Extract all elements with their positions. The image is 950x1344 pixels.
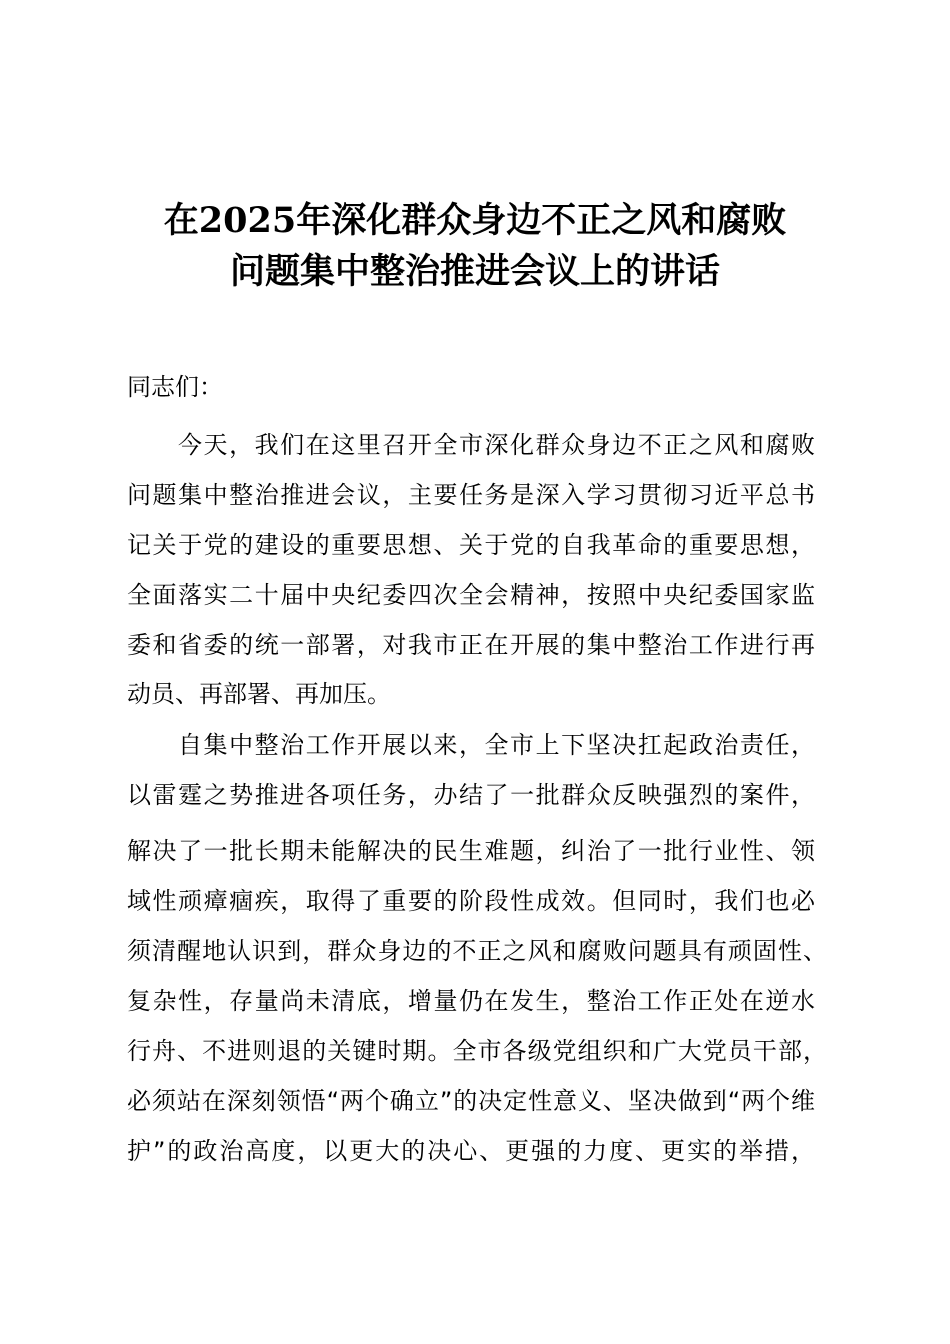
paragraph-line: 今天，我们在这里召开全市深化群众身边不正之风和腐败 [178,431,815,459]
paragraph-line: 动员、再部署、再加压。 [127,680,391,708]
paragraph-line: 自集中整治工作开展以来，全市上下坚决扛起政治责任， [178,731,815,759]
paragraph-line: 以雷霆之势推进各项任务，办结了一批群众反映强烈的案件， [127,781,815,809]
paragraph-line: 问题集中整治推进会议，主要任务是深入学习贯彻习近平总书 [127,481,815,509]
title-line-1: 在2025年深化群众身边不正之风和腐败 [163,200,787,241]
paragraph-line: 必须站在深刻领悟“两个确立”的决定性意义、坚决做到“两个维 [127,1087,815,1115]
paragraph-line: 记关于党的建设的重要思想、关于党的自我革命的重要思想， [127,531,815,559]
title-line-2: 问题集中整治推进会议上的讲话 [229,251,720,292]
paragraph-line: 解决了一批长期未能解决的民生难题，纠治了一批行业性、领 [127,837,815,865]
paragraph-line: 护”的政治高度，以更大的决心、更强的力度、更实的举措， [127,1137,815,1165]
paragraph-line: 须清醒地认识到，群众身边的不正之风和腐败问题具有顽固性、 [127,937,827,965]
paragraph-line: 全面落实二十届中央纪委四次全会精神，按照中央纪委国家监 [127,581,815,609]
paragraph-line: 委和省委的统一部署，对我市正在开展的集中整治工作进行再 [127,631,815,659]
paragraph-line: 复杂性，存量尚未清底，增量仍在发生，整治工作正处在逆水 [127,987,815,1015]
salutation: 同志们： [127,373,223,401]
paragraph-line: 行舟、不进则退的关键时期。全市各级党组织和广大党员干部， [127,1037,827,1065]
paragraph-line: 域性顽瘴痼疾，取得了重要的阶段性成效。但同时，我们也必 [127,887,815,915]
